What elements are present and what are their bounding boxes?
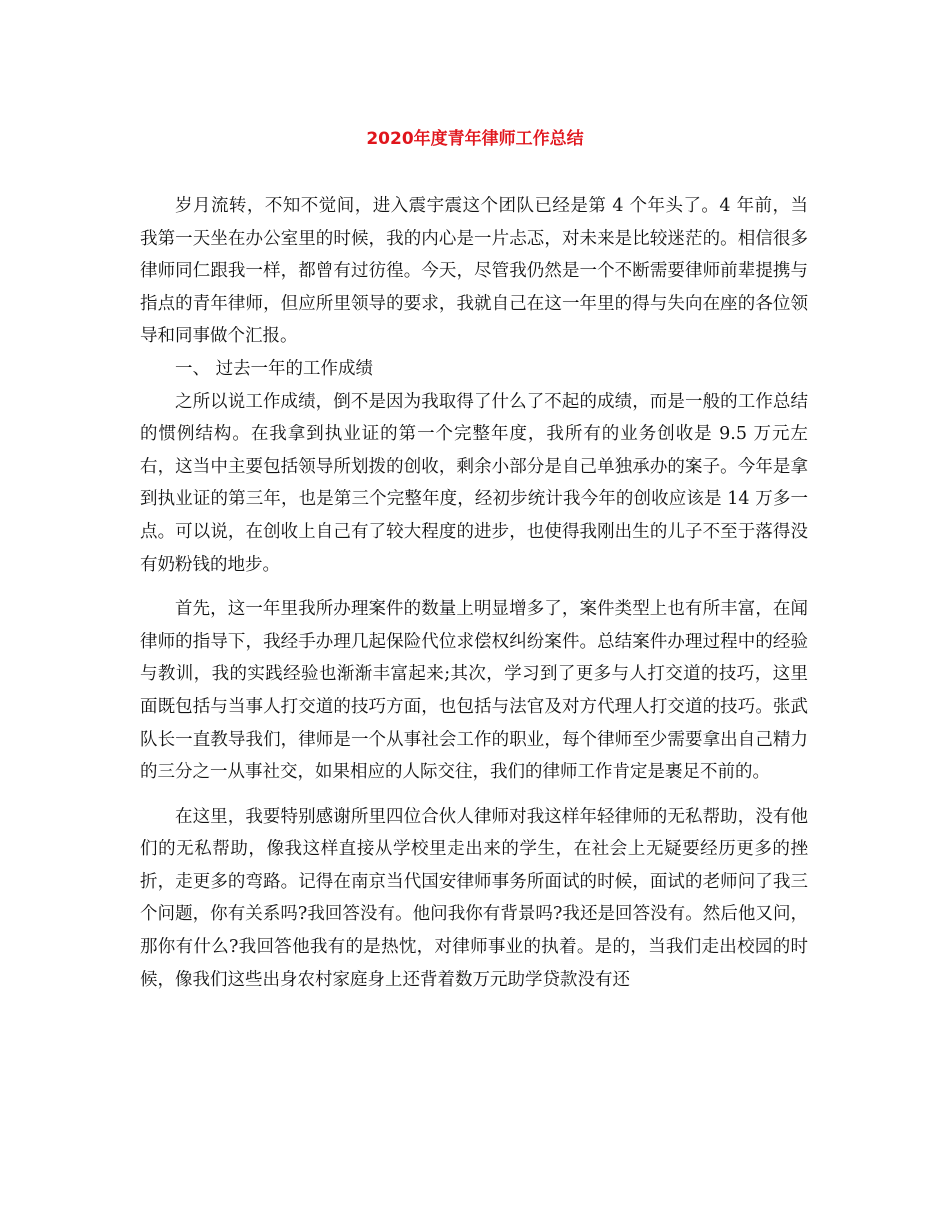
document-title: 2020年度青年律师工作总结	[366, 129, 584, 149]
paragraph-cases: 首先，这一年里我所办理案件的数量上明显增多了，案件类型上也有所丰富，在闻律师的指导下，我经手办理几起保险代位求偿权纠纷案件。总结案件办理过程中的经验与教训，我的实践经验也渐渐丰富起来;其次，学习到了更多与人打交道的技巧，这里面既包括与当事人打交道的技巧方面，也包括与法官及对方代理人打交道的技巧。张武队长一直教导我们，律师是一个从事社会工作的职业，每个律师至少需要拿出自己精力的三分之一从事社交，如果相应的人际交往，我们的律师工作肯定是裹足不前的。	[140, 599, 808, 783]
document-body	[140, 190, 808, 996]
section-heading-achievements: 一、 过去一年的工作成绩	[175, 358, 374, 379]
paragraph-intro: 岁月流转，不知不觉间，进入震宇震这个团队已经是第 4 个年头了。4 年前，当我第一天坐在办公室里的时候，我的内心是一片忐忑，对未来是比较迷茫的。相信很多律师同仁跟我一样，都曾有过彷徨。今天，尽管我仍然是一个不断需要律师前辈提携与指点的青年律师，但应所里领导的要求，我就自己在这一年里的得与失向在座的各位领导和同事做个汇报。	[140, 196, 808, 347]
paragraph-thanks: 在这里，我要特别感谢所里四位合伙人律师对我这样年轻律师的无私帮助，没有他们的无私帮助，像我这样直接从学校里走出来的学生，在社会上无疑要经历更多的挫折，走更多的弯路。记得在南京当代国安律师事务所面试的时候，面试的老师问了我三个问题，你有关系吗?我回答没有。他问我你有背景吗?我还是回答没有。然后他又问，那你有什么?我回答他我有的是热忱，对律师事业的执着。是的，当我们走出校园的时候，像我们这些出身农村家庭身上还背着数万元助学贷款没有还	[140, 806, 808, 990]
paragraph-achievements: 之所以说工作成绩，倒不是因为我取得了什么了不起的成绩，而是一般的工作总结的惯例结构。在我拿到执业证的第一个完整年度，我所有的业务创收是 9.5 万元左右，这当中主要包括领导所划拨的创收，剩余小部分是自己单独承办的案子。今年是拿到执业证的第三年，也是第三个完整年度，经初步统计我今年的创收应该是 14 万多一点。可以说，在创收上自己有了较大程度的进步，也使得我刚出生的儿子不至于落得没有奶粉钱的地步。	[140, 391, 808, 575]
